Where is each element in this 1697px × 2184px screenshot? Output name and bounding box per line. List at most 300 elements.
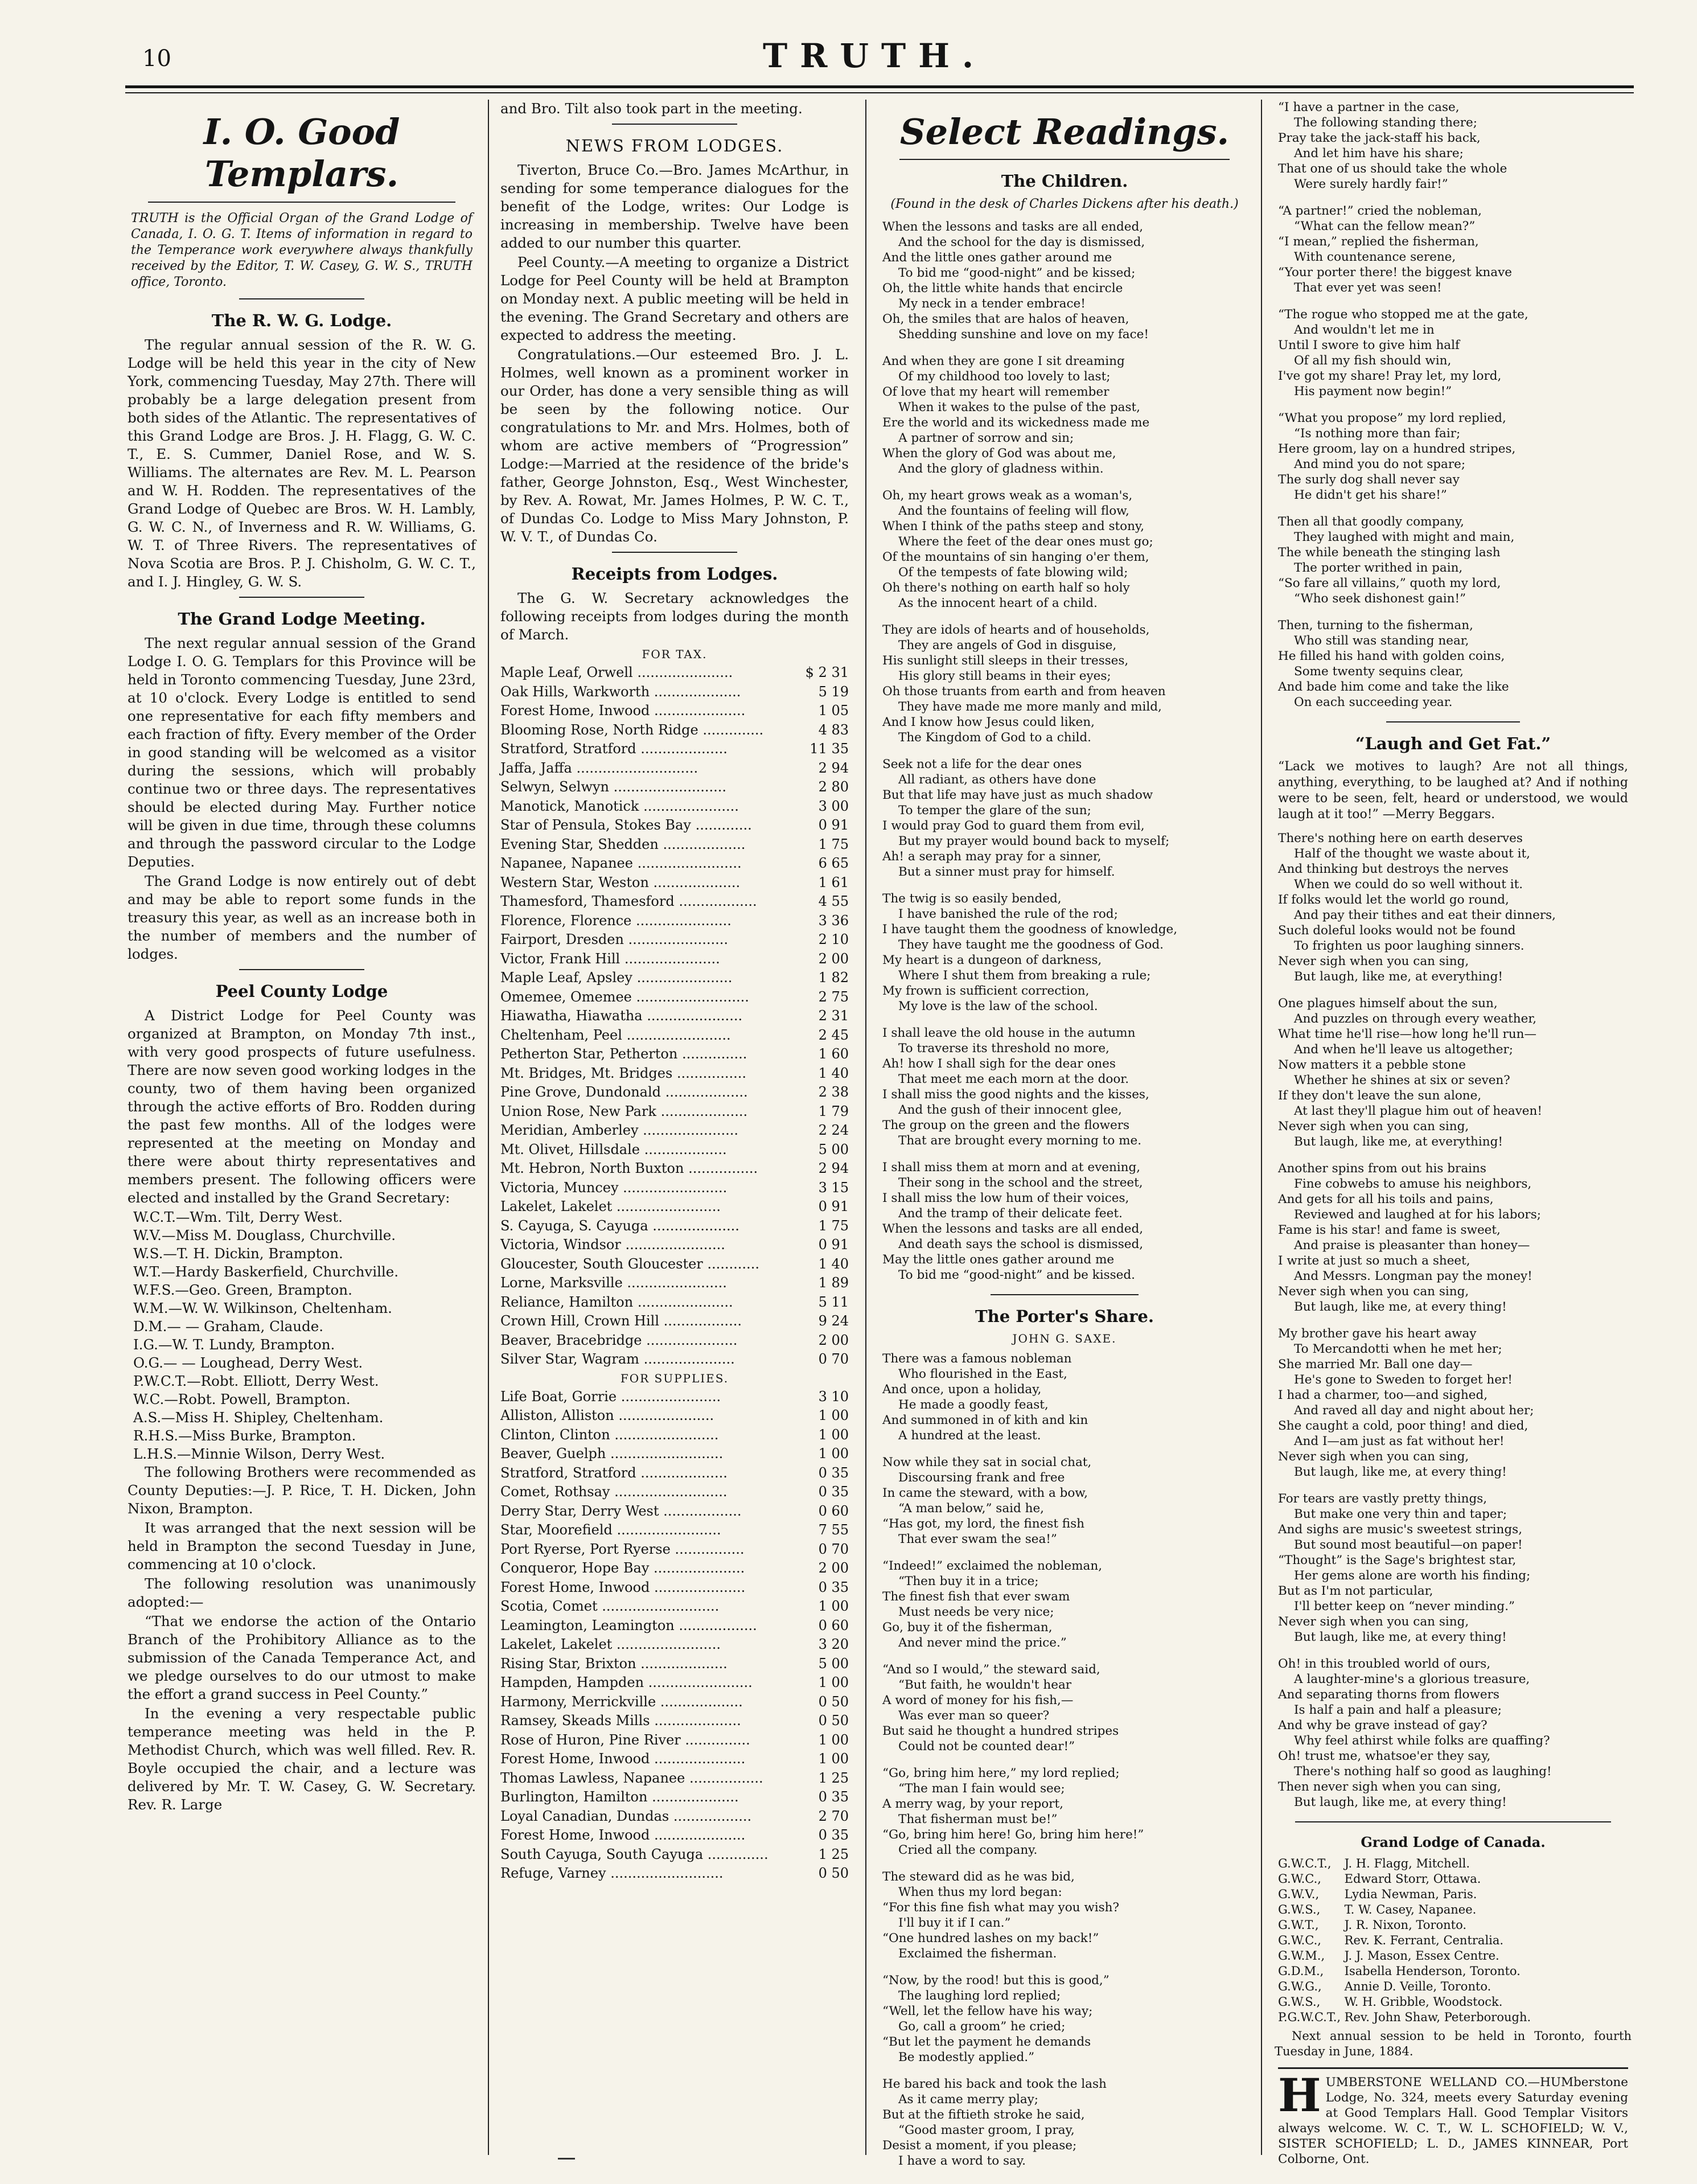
poem-stanza: [882, 891, 1247, 1014]
poem-line: Here groom, lay on a hundred stripes,: [1278, 442, 1516, 456]
officer-entry: W.V.—Miss M. Douglass, Churchville.: [133, 1226, 396, 1243]
officer-entry: [1278, 1887, 1628, 1902]
receipt-amount: 1 25: [818, 1846, 849, 1862]
receipt-amount: 1 00: [818, 1674, 849, 1690]
poem-line: When it wakes to the pulse of the past,: [898, 400, 1140, 415]
column-divider: [865, 100, 866, 2155]
officer-entry: L.H.S.—Minnie Wilson, Derry West.: [133, 1445, 385, 1462]
officer-entry: W.T.—Hardy Baskerfield, Churchville.: [133, 1263, 399, 1280]
lodge-name: Star of Pensula, Stokes Bay .............: [500, 817, 752, 833]
poem-stanza: [1278, 100, 1628, 192]
article-paragraph: It was arranged that the next session will be held in Brampton the second Tuesday in June, commencing at 10 o'clock.: [128, 1519, 476, 1573]
divider: [239, 597, 364, 598]
poem-line: Never sigh when you can sing,: [1278, 1284, 1469, 1299]
receipt-amount: 0 35: [818, 1827, 849, 1843]
receipt-amount: 1 05: [818, 703, 849, 719]
officer-role: G.W.C.,: [1278, 1872, 1321, 1886]
poem-stanza: [882, 488, 1247, 611]
receipt-row: [498, 1559, 851, 1578]
poem-line: Now matters it a pebble stone: [1278, 1058, 1466, 1072]
poem-line: But make one very thin and taper;: [1294, 1507, 1507, 1521]
poem-line: To temper the glare of the sun;: [898, 803, 1091, 818]
lodge-name: Victoria, Muncey ........................: [500, 1179, 728, 1196]
poem-body: [1272, 100, 1634, 710]
lodge-name: Clinton, Clinton ........................: [500, 1426, 719, 1443]
receipt-amount: 2 70: [818, 1808, 849, 1824]
poem-line: Of the mountains of sin hanging o'er them,: [882, 550, 1149, 565]
article-paragraph: A District Lodge for Peel County was organized at Brampton, on Monday 7th inst., with very good prospects of future usefulness. There are now seven good working lodges in the county, two of them having been organized through the active efforts of Bro. Rodden during the past few months. All of the lodges were represented at the meeting on Monday and there were about thirty representatives and members present. The following officers were elected and installed by the Grand Secretary:: [128, 1007, 476, 1206]
receipt-row: [498, 683, 851, 702]
receipt-row: [498, 1179, 851, 1198]
lodge-name: Beaver, Guelph ..........................: [500, 1446, 724, 1462]
poem-line: On each succeeding year.: [1294, 695, 1453, 709]
officer-entry: W.C.—Robt. Powell, Brampton.: [133, 1390, 351, 1407]
lodge-name: Conqueror, Hope Bay .....................: [500, 1560, 745, 1576]
receipt-row: [498, 1140, 851, 1160]
poem-line: And why be grave instead of gay?: [1278, 1718, 1488, 1733]
poem-line: And the school for the day is dismissed,: [898, 235, 1145, 250]
poem-line: Their song in the school and the street,: [898, 1176, 1143, 1190]
receipt-row: [498, 1788, 851, 1807]
poem-line: And never mind the price.”: [898, 1636, 1067, 1651]
poem-line: There was a famous nobleman: [882, 1352, 1072, 1366]
poem-stanza: [1278, 203, 1628, 295]
poem-line: Ah! a seraph may pray for a sinner,: [882, 849, 1102, 864]
receipt-row: [498, 1845, 851, 1865]
divider: [1295, 1821, 1611, 1822]
receipt-row: [498, 1350, 851, 1369]
notice-text: UMBERSTONE WELLAND CO.—HUMberstone Lodge, No. 324, meets every Saturday evening at Good Templars Hall. Good Templar Visitors always welcome. W. C. T., W. L. SCHOFIELD; W. V., SISTER SCHOFIELD; L. D., JAMES KINNEAR, Port Colborne, Ont.: [1278, 2075, 1628, 2166]
receipt-row: [498, 1331, 851, 1350]
receipt-row: [498, 1064, 851, 1083]
receipt-amount: 0 35: [818, 1579, 849, 1595]
receipt-amount: 0 60: [818, 1617, 849, 1633]
officer-entry: [1278, 2010, 1628, 2025]
article-paragraph: The following resolution was unanimously adopted:—: [128, 1575, 476, 1610]
drop-cap: H: [1278, 2068, 1321, 2122]
lodge-name: Maple Leaf, Apsley ......................: [500, 970, 733, 986]
receipt-row: [498, 1045, 851, 1064]
receipt-row: [498, 1102, 851, 1122]
receipt-row: [498, 1464, 851, 1483]
poem-stanza: [1278, 996, 1628, 1150]
poem-line: “And so I would,” the steward said,: [882, 1662, 1100, 1677]
lodge-name: Silver Star, Wagram .....................: [500, 1351, 735, 1367]
poem-line: The porter writhed in pain,: [1294, 561, 1463, 575]
receipt-row: [498, 1406, 851, 1426]
article-paragraph: The Grand Lodge is now entirely out of debt and may be able to report some funds in the treasury this year, as well as an increase both in the number of members and the number of lodges.: [128, 872, 476, 962]
poem-line: Oh there's nothing on earth half so holy: [882, 581, 1130, 596]
poem-line: Half of the thought we waste about it,: [1294, 847, 1530, 861]
poem-line: Seek not a life for the dear ones: [882, 757, 1082, 772]
officer-entry: W.S.—T. H. Dickin, Brampton.: [133, 1245, 343, 1262]
poem-line: Were surely hardly fair!”: [1294, 177, 1448, 191]
receipt-row: [498, 1750, 851, 1769]
poem-line: As it came merry play;: [898, 2092, 1039, 2107]
poem-line: Fame is his star! and fame is sweet,: [1278, 1223, 1501, 1237]
receipt-amount: 2 31: [818, 1008, 849, 1024]
poem-line: “But faith, he wouldn't hear: [898, 1678, 1072, 1693]
poem-line: The while beneath the stinging lash: [1278, 545, 1501, 560]
lodge-name: Hampden, Hampden ........................: [500, 1674, 753, 1690]
poem-stanza: [1278, 1326, 1628, 1480]
poem-line: When the lessons and tasks are all ended,: [882, 220, 1144, 235]
poem-line: I write at just so much a sheet,: [1278, 1254, 1470, 1268]
poem-line: The surly dog shall never say: [1278, 473, 1460, 487]
poem-line: The finest fish that ever swam: [882, 1590, 1070, 1604]
receipt-row: [498, 1007, 851, 1026]
lodge-name: Burlington, Hamilton ....................: [500, 1789, 739, 1805]
poem-line: Reviewed and laughed at for his labors;: [1294, 1208, 1541, 1222]
lodge-name: Forest Home, Inwood .....................: [500, 1827, 746, 1843]
poem-line: A hundred at the least.: [898, 1428, 1041, 1443]
officer-role: G.D.M.,: [1278, 1964, 1324, 1978]
lodge-name: Mt. Hebron, North Buxton ................: [500, 1160, 758, 1176]
officer-role: G.W.M.,: [1278, 1949, 1325, 1963]
poem-line: All radiant, as others have done: [898, 773, 1096, 787]
receipt-row: [498, 1578, 851, 1598]
receipt-row: [498, 701, 851, 721]
receipt-amount: 1 75: [818, 836, 849, 852]
poem-line: Cried all the company.: [898, 1843, 1038, 1858]
poem-line: Be modestly applied.”: [898, 2050, 1035, 2065]
receipt-amount: 1 00: [818, 1598, 849, 1614]
poem-line: Ah! how I shall sigh for the dear ones: [882, 1057, 1116, 1072]
receipt-amount: 1 60: [818, 1046, 849, 1062]
officer-name: T. W. Casey, Napanee.: [1341, 1903, 1477, 1916]
receipt-amount: 1 40: [818, 1255, 849, 1272]
poem-line: I have a word to say.: [898, 2154, 1026, 2169]
poem-line: But laugh, like me, at everything!: [1294, 970, 1503, 984]
article-paragraph: and Bro. Tilt also took part in the meeting.: [500, 100, 803, 117]
receipt-row: [498, 663, 851, 683]
poem-stanza: [882, 219, 1247, 342]
receipt-amount: 0 60: [818, 1502, 849, 1519]
poem-line: That are brought every morning to me.: [898, 1134, 1142, 1148]
receipt-row: [498, 1217, 851, 1236]
grand-lodge-officers: [1278, 1856, 1628, 2025]
poem-line: And once, upon a holiday,: [882, 1382, 1042, 1397]
poem-line: “I have a partner in the case,: [1278, 100, 1460, 114]
receipt-amount: 1 00: [818, 1446, 849, 1462]
poem-line: “Your porter there! the biggest knave: [1278, 265, 1512, 280]
poem-line: Until I swore to give him half: [1278, 338, 1460, 352]
poem-line: I have banished the rule of the rod;: [898, 907, 1118, 922]
column-divider: [488, 100, 489, 2155]
receipt-row: [498, 1655, 851, 1674]
poem-line: They are idols of hearts and of households,: [882, 623, 1150, 638]
poem-line: A laughter-mine's a glorious treasure,: [1294, 1672, 1530, 1686]
receipt-row: [498, 1597, 851, 1616]
poem-stanza: [1278, 831, 1628, 984]
officer-role: G.W.S.,: [1278, 1995, 1321, 2009]
receipt-row: [498, 1426, 851, 1445]
receipt-row: [498, 968, 851, 988]
lodge-name: Thamesford, Thamesford ..................: [500, 893, 757, 909]
receipt-amount: 4 83: [818, 721, 849, 738]
poem-line: When the glory of God was about me,: [882, 446, 1116, 461]
receipt-amount: 7 55: [818, 1522, 849, 1538]
poem-line: Then never sigh when you can sing,: [1278, 1780, 1501, 1794]
lodge-name: Forest Home, Inwood .....................: [500, 703, 746, 719]
poem-stanza: [1278, 1491, 1628, 1645]
receipt-row: [498, 1197, 851, 1217]
receipt-row: [498, 988, 851, 1007]
poem-line: “Well, let the fellow have his way;: [882, 2004, 1093, 2019]
receipt-amount: 0 91: [818, 1198, 849, 1214]
poem-line: Never sigh when you can sing,: [1278, 954, 1469, 968]
receipt-row: [498, 1274, 851, 1293]
poem-line: “Is nothing more than fair;: [1294, 426, 1461, 441]
poem-line: Of love that my heart will remember: [882, 385, 1110, 400]
poem-line: And the gush of their innocent glee,: [898, 1103, 1122, 1118]
poem-line: Never sigh when you can sing,: [1278, 1119, 1469, 1134]
poem-line: His payment now begin!”: [1294, 384, 1452, 399]
poem-line: His glory still beams in their eyes;: [898, 669, 1111, 684]
poem-line: One plagues himself about the sun,: [1278, 996, 1498, 1011]
poem-line: He's gone to Sweden to forget her!: [1294, 1373, 1513, 1387]
poem-line: Who still was standing near,: [1294, 634, 1469, 648]
poem-epigraph: “Lack we motives to laugh? Are not all things, anything, everything, to be laughed at? And if nothing were to be seen, felt, heard or understood, we would laugh at it too!” —Merry Beggars.: [1278, 760, 1628, 822]
poem-line: But said he thought a hundred stripes: [882, 1724, 1119, 1739]
receipt-amount: 6 65: [818, 855, 849, 871]
poem-line: But my prayer would bound back to myself;: [898, 834, 1170, 849]
poem-line: But laugh, like me, at every thing!: [1294, 1630, 1507, 1644]
lodge-name: Derry Star, Derry West ..................: [500, 1502, 742, 1519]
officer-name: Rev. K. Ferrant, Centralia.: [1341, 1933, 1504, 1947]
receipt-amount: 5 00: [818, 1655, 849, 1672]
receipt-amount: 4 55: [818, 893, 849, 909]
poem-line: When we could do so well without it.: [1294, 877, 1523, 892]
poem-line: And mind you do not spare;: [1294, 457, 1466, 471]
poem-line: Then all that goodly company,: [1278, 515, 1464, 529]
receipt-amount: 0 35: [818, 1484, 849, 1500]
officer-entry: [1278, 1902, 1628, 1918]
divider: [991, 1294, 1139, 1295]
officer-entry: O.G.— — Loughead, Derry West.: [133, 1354, 363, 1371]
poem-line: I shall miss them at morn and at evening,: [882, 1160, 1141, 1175]
poem-line: And the fountains of feeling will flow,: [898, 504, 1129, 519]
receipt-row: [498, 1807, 851, 1826]
poem-line: When the lessons and tasks are all ended,: [882, 1222, 1144, 1237]
poem-line: There's nothing here on earth deserves: [1278, 831, 1523, 845]
officer-list: [125, 1208, 478, 1463]
poem-line: But laugh, like me, at every thing!: [1294, 1465, 1507, 1479]
poem-line: I have taught them the goodness of knowledge,: [882, 922, 1178, 937]
receipt-row: [498, 1483, 851, 1502]
receipt-row: [498, 1502, 851, 1521]
receipt-amount: 5 00: [818, 1141, 849, 1157]
poem-line: Of all my fish should win,: [1294, 354, 1452, 368]
poem-stanza: [882, 1455, 1247, 1547]
poem-line: And wouldn't let me in: [1294, 323, 1435, 337]
divider: [612, 552, 737, 553]
poem-line: “Has got, my lord, the finest fish: [882, 1517, 1085, 1532]
receipt-amount: 1 00: [818, 1731, 849, 1748]
divider: [1386, 721, 1520, 722]
officer-name: Rev. John Shaw, Peterborough.: [1341, 2010, 1531, 2024]
poem-line: “Indeed!” exclaimed the nobleman,: [882, 1559, 1103, 1574]
receipt-amount: 2 38: [818, 1084, 849, 1100]
receipt-amount: 1 40: [818, 1065, 849, 1081]
receipt-amount: 1 00: [818, 1407, 849, 1423]
poem-line: They have made me more manly and mild,: [898, 700, 1162, 715]
poem-body: [1272, 831, 1634, 1810]
receipt-row: [498, 1769, 851, 1788]
lodge-name: Oak Hills, Warkworth ....................: [500, 683, 741, 700]
receipt-row: [498, 892, 851, 912]
poem-stanza: [882, 1351, 1247, 1443]
officer-entry: A.S.—Miss H. Shipley, Cheltenham.: [133, 1409, 384, 1426]
poem-line: To bid me “good-night” and be kissed.: [898, 1268, 1135, 1283]
poem-stanza: [1278, 1161, 1628, 1315]
receipt-amount: 3 36: [818, 912, 849, 929]
poem-line: “Thought” is the Sage's brightest star,: [1278, 1553, 1517, 1567]
poem-stanza: [882, 757, 1247, 880]
lodge-name: Gloucester, South Gloucester ............: [500, 1255, 759, 1272]
article-paragraph: The G. W. Secretary acknowledges the following receipts from lodges during the month of March.: [500, 590, 849, 643]
poem-line: If they don't leave the sun alone,: [1278, 1089, 1482, 1103]
poem-line: In came the steward, with a bow,: [882, 1486, 1088, 1501]
top-rule: [125, 85, 1634, 88]
receipt-row: [498, 950, 851, 969]
receipt-row: [498, 1635, 851, 1655]
poem-line: “For this fine fish what may you wish?: [882, 1900, 1120, 1915]
lodge-name: Rose of Huron, Pine River ...............: [500, 1731, 750, 1748]
poem-line: But that life may have just as much shadow: [882, 788, 1153, 803]
receipt-amount: 1 00: [818, 1426, 849, 1443]
poem-line: The Kingdom of God to a child.: [898, 730, 1091, 745]
poem-line: And death says the school is dismissed,: [898, 1237, 1144, 1252]
poem-line: Where the feet of the dear ones must go;: [898, 535, 1153, 549]
poem-line: My love is the law of the school.: [898, 999, 1098, 1014]
officer-role: P.G.W.C.T.,: [1278, 2010, 1341, 2024]
poem-line: Was ever man so queer?: [898, 1709, 1050, 1723]
poem-line: There's nothing half so good as laughing!: [1294, 1764, 1552, 1779]
poem-line: The twig is so easily bended,: [882, 892, 1062, 906]
receipt-row: [498, 930, 851, 950]
lodge-name: Crown Hill, Crown Hill ..................: [500, 1313, 742, 1329]
poem-line: His sunlight still sleeps in their tresses,: [882, 654, 1129, 668]
officer-name: Edward Storr, Ottawa.: [1341, 1872, 1481, 1886]
poem-line: But a sinner must pray for himself.: [898, 865, 1115, 880]
poem-line: Oh, my heart grows weak as a woman's,: [882, 488, 1133, 503]
article-paragraph: “That we endorse the action of the Ontario Branch of the Prohibitory Alliance as to the submission of the Canada Temperance Act, and we pledge ourselves to do our utmost to make the effort a grand success in Peel County.”: [128, 1612, 476, 1702]
poem-line: But as I'm not particular,: [1278, 1584, 1433, 1598]
bottom-dash: [558, 2158, 575, 2160]
poem-line: A partner of sorrow and sin;: [898, 431, 1074, 446]
poem-line: I shall miss the low hum of their voices,: [882, 1191, 1129, 1206]
receipt-amount: 0 35: [818, 1464, 849, 1481]
officer-role: G.W.S.,: [1278, 1903, 1321, 1916]
poem-line: Go, call a groom” he cried;: [898, 2019, 1066, 2034]
poem-stanza: [882, 354, 1247, 477]
poem-line: “The man I fain would see;: [898, 1781, 1065, 1796]
poem-line: Who flourished in the East,: [898, 1367, 1067, 1382]
poem-stanza: [1278, 618, 1628, 710]
poem-stanza: [1278, 307, 1628, 399]
receipt-amount: 0 50: [818, 1693, 849, 1710]
poem-line: Then, turning to the fisherman,: [1278, 618, 1473, 633]
lodge-name: Rising Star, Brixton ....................: [500, 1655, 728, 1672]
receipt-row: [498, 1235, 851, 1255]
poem-line: Now while they sat in social chat,: [882, 1455, 1092, 1470]
poem-line: She caught a cold, poor thing! and died,: [1278, 1419, 1528, 1433]
receipt-amount: 1 00: [818, 1751, 849, 1767]
article-title: The R. W. G. Lodge.: [211, 310, 392, 330]
receipt-row: [498, 1387, 851, 1407]
lodge-name: Mt. Bridges, Mt. Bridges ................: [500, 1065, 746, 1081]
officer-name: W. H. Gribble, Woodstock.: [1341, 1995, 1503, 2009]
poem-line: And praise is pleasanter than honey—: [1294, 1238, 1530, 1253]
lodge-name: Maple Leaf, Orwell ......................: [500, 664, 733, 680]
receipt-amount: 2 00: [818, 1560, 849, 1576]
receipt-row: [498, 1731, 851, 1750]
poem-line: She married Mr. Ball one day—: [1278, 1357, 1473, 1372]
poem-line: And the glory of gladness within.: [898, 462, 1104, 477]
lodge-name: S. Cayuga, S. Cayuga ....................: [500, 1217, 739, 1234]
poem-line: When thus my lord began:: [898, 1885, 1062, 1900]
receipt-row: [498, 1826, 851, 1845]
receipt-amount: 0 35: [818, 1789, 849, 1805]
poem-line: Oh, the little white hands that encircle: [882, 281, 1123, 296]
poem-line: That ever yet was seen!: [1294, 281, 1442, 295]
receipt-row: [498, 1026, 851, 1045]
lodge-name: Life Boat, Gorrie .......................: [500, 1388, 721, 1405]
officer-entry: [1278, 1933, 1628, 1948]
poem-line: To traverse its threshold no more,: [898, 1041, 1110, 1056]
poem-line: “Then buy it in a trice;: [898, 1574, 1039, 1589]
receipt-amount: 5 19: [818, 683, 849, 700]
page-number: 10: [142, 46, 171, 72]
receipt-row: [498, 1444, 851, 1464]
lodge-name: Comet, Rothsay ..........................: [500, 1484, 728, 1500]
officer-entry: [1278, 1948, 1628, 1964]
officer-entry: [1278, 1856, 1628, 1871]
poem-line: And pay their tithes and eat their dinners,: [1294, 908, 1556, 922]
poem-line: For tears are vastly pretty things,: [1278, 1492, 1488, 1506]
officer-entry: [1278, 1964, 1628, 1979]
article-title: Peel County Lodge: [215, 981, 388, 1001]
poem-line: “The rogue who stopped me at the gate,: [1278, 307, 1528, 322]
lodge-name: Harmony, Merrickville ...................: [500, 1693, 743, 1710]
receipt-amount: 2 80: [818, 779, 849, 795]
poem-line: I shall miss the good nights and the kisses,: [882, 1087, 1149, 1102]
poem-line: And Messrs. Longman pay the money!: [1294, 1269, 1532, 1283]
poem-line: And gets for all his toils and pains,: [1278, 1192, 1494, 1206]
poem-line: He made a goodly feast,: [898, 1398, 1049, 1413]
poem-line: “Go, bring him here,” my lord replied;: [882, 1766, 1120, 1781]
receipt-row: [498, 740, 851, 759]
lodge-name: Forest Home, Inwood .....................: [500, 1751, 746, 1767]
receipt-amount: 0 91: [818, 817, 849, 833]
lodge-name: Forest Home, Inwood .....................: [500, 1579, 746, 1595]
lodge-name: Petherton Star, Petherton ...............: [500, 1046, 747, 1062]
article-title: Receipts from Lodges.: [571, 564, 778, 584]
poem-line: As the innocent heart of a child.: [898, 596, 1098, 611]
receipt-amount: $ 2 31: [805, 664, 849, 680]
news-item: Peel County.—A meeting to organize a District Lodge for Peel County will be held at Brampton on Monday next. A public meeting will be held in the evening. The Grand Secretary and others are expected to address the meeting.: [500, 254, 849, 343]
poem-line: And sighs are music's sweetest strings,: [1278, 1522, 1523, 1537]
poem-line: They have taught me the goodness of God.: [898, 938, 1164, 953]
lodge-name: Napanee, Napanee ........................: [500, 855, 742, 871]
officer-entry: [1278, 1918, 1628, 1933]
receipt-row: [498, 1312, 851, 1331]
poem-line: And bade him come and take the like: [1278, 680, 1509, 694]
section-header: I. O. Good Templars.: [203, 111, 400, 195]
officer-name: J. J. Mason, Essex Centre.: [1341, 1949, 1499, 1963]
divider: [239, 969, 364, 970]
